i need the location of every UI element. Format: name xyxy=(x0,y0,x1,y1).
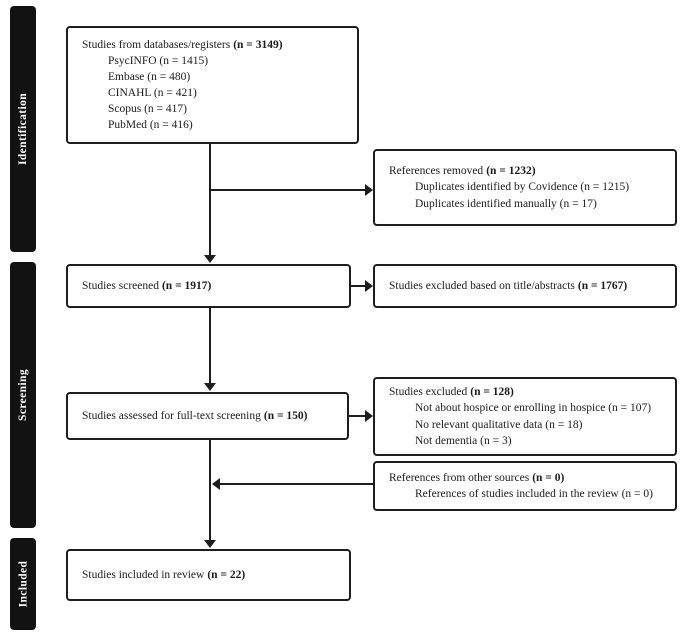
list-item: No relevant qualitative data (n = 18) xyxy=(415,418,583,431)
stage-label-identification: Identification xyxy=(17,92,30,166)
box-databases-title-text: Studies from databases/registers xyxy=(82,38,231,51)
box-references-removed-title-text: References removed xyxy=(389,165,484,178)
box-databases-items xyxy=(82,53,349,133)
stage-bar-identification xyxy=(10,6,36,252)
list-item: Embase (n = 480) xyxy=(108,70,191,83)
box-screened-title-text: Studies screened xyxy=(82,279,159,292)
arrowhead-down-icon xyxy=(204,255,216,263)
box-references-removed-count: (n = 1232) xyxy=(486,165,536,178)
box-included-count: (n = 22) xyxy=(207,568,246,581)
box-included-title-text: Studies included in review xyxy=(82,568,205,581)
box-excluded-fulltext-title xyxy=(389,384,667,400)
stage-label-included: Included xyxy=(17,560,30,608)
box-included-title xyxy=(82,567,341,583)
list-item: Not dementia (n = 3) xyxy=(415,434,512,447)
list-item: Duplicates identified manually (n = 17) xyxy=(415,197,597,210)
box-screened xyxy=(66,264,351,308)
arrowhead-left-icon xyxy=(212,478,220,490)
box-assessed-title-text: Studies assessed for full-text screening xyxy=(82,409,261,422)
box-assessed-count: (n = 150) xyxy=(263,409,308,422)
box-excluded-title-abstracts-title xyxy=(389,278,667,294)
list-item: PsycINFO (n = 1415) xyxy=(108,54,209,67)
box-assessed xyxy=(66,392,349,440)
arrowhead-down-icon xyxy=(204,540,216,548)
box-excluded-fulltext-items xyxy=(389,400,667,448)
box-databases-title xyxy=(82,37,349,53)
box-screened-title xyxy=(82,278,341,294)
box-excluded-title-abstracts xyxy=(373,264,677,308)
stage-label-screening: Screening xyxy=(17,369,30,421)
arrowhead-right-icon xyxy=(365,184,373,196)
box-other-sources-title xyxy=(389,470,667,486)
box-other-sources-title-text: References from other sources xyxy=(389,471,530,484)
box-screened-count: (n = 1917) xyxy=(161,279,212,292)
box-other-sources-items xyxy=(389,486,667,502)
box-excluded-fulltext-count: (n = 128) xyxy=(470,386,514,399)
box-excluded-title-abstracts-count: (n = 1767) xyxy=(577,279,628,292)
list-item: Scopus (n = 417) xyxy=(108,103,187,116)
box-excluded-fulltext-title-text: Studies excluded xyxy=(389,386,468,399)
list-item: CINAHL (n = 421) xyxy=(108,87,197,99)
box-databases-count: (n = 3149) xyxy=(233,38,283,51)
box-references-removed-items xyxy=(389,179,667,211)
box-excluded-title-abstracts-title-text: Studies excluded based on title/abstracts xyxy=(389,279,575,292)
stage-bar-screening xyxy=(10,262,36,528)
arrowhead-down-icon xyxy=(204,383,216,391)
list-item: PubMed (n = 416) xyxy=(108,119,193,132)
box-assessed-title xyxy=(82,408,339,424)
box-excluded-fulltext xyxy=(373,377,677,456)
box-references-removed-title xyxy=(389,163,667,179)
box-databases xyxy=(66,26,359,144)
box-other-sources-count: (n = 0) xyxy=(532,471,565,484)
arrowhead-right-icon xyxy=(365,280,373,292)
arrowhead-right-icon xyxy=(365,410,373,422)
stage-bar-included xyxy=(10,538,36,630)
list-item: Not about hospice or enrolling in hospice (n = 107) xyxy=(415,402,652,415)
list-item: References of studies included in the review (n = 0) xyxy=(415,488,654,500)
box-other-sources xyxy=(373,461,677,511)
box-included xyxy=(66,549,351,601)
list-item: Duplicates identified by Covidence (n = 1215) xyxy=(415,181,630,194)
box-references-removed xyxy=(373,149,677,226)
